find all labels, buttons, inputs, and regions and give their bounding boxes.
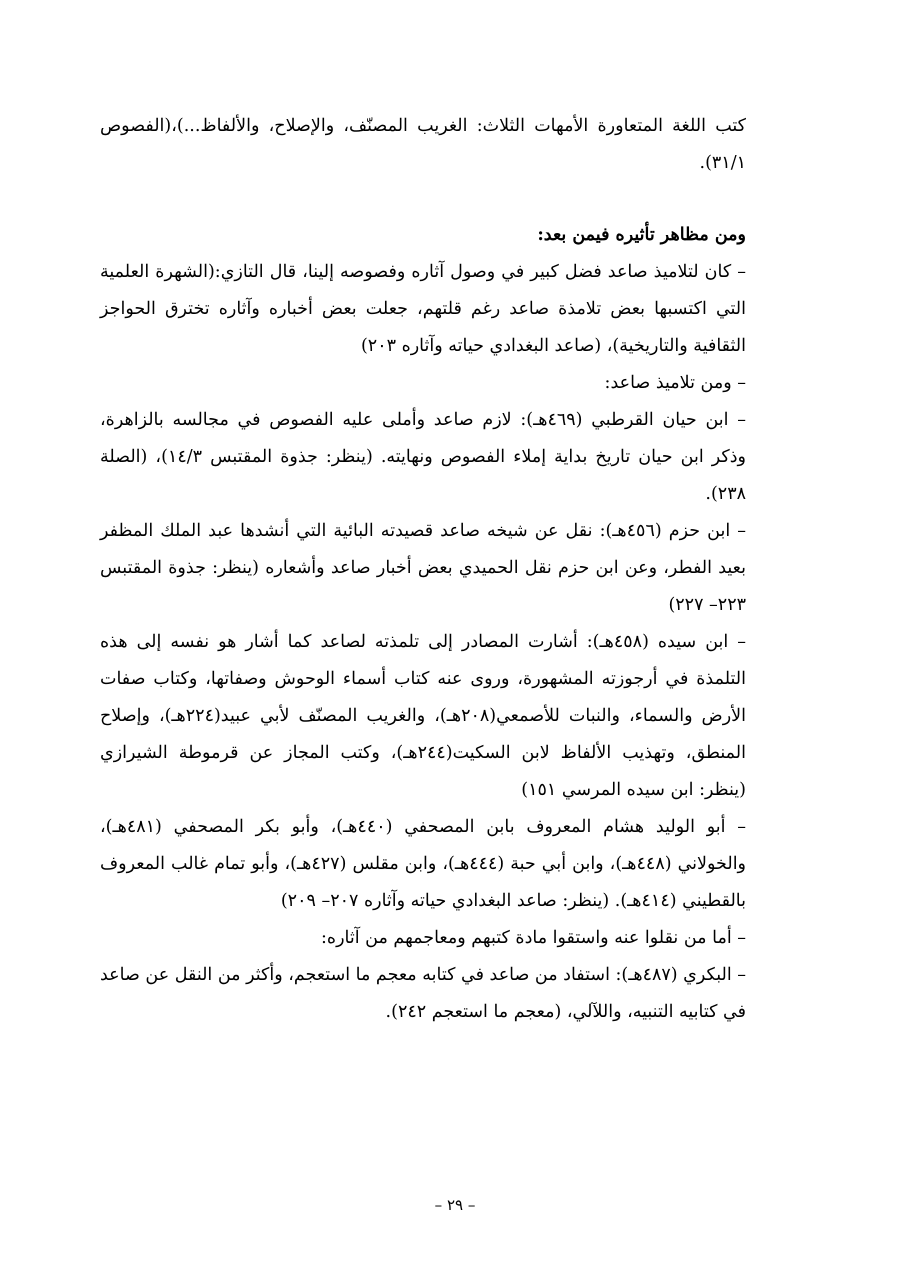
page-number: – ٢٩ – bbox=[434, 1196, 476, 1214]
paragraph-al-bakri: – البكري (٤٨٧هـ): استفاد من صاعد في كتابه معجم ما استعجم، وأكثر من النقل عن صاعد في كتابيه التنبيه، واللآلي، (معجم ما استعجم ٢٤٢). bbox=[100, 965, 746, 1022]
paragraph-students-intro: – ومن تلاميذ صاعد: bbox=[604, 373, 746, 393]
paragraph-transmitters-intro: – أما من نقلوا عنه واستقوا مادة كتبهم ومعاجمهم من آثاره: bbox=[321, 928, 746, 948]
paragraph-ibn-sidah: – ابن سيده (٤٥٨هـ): أشارت المصادر إلى تلمذته لصاعد كما أشار هو نفسه إلى هذه التلمذة في أرجوزته المشهورة، وروى عنه كتاب أسماء الوحوش وصفاتها، وكتاب صفات الأرض والسماء، والنبات للأصمعي(٢٠٨هـ)، والغريب المصنّف لأبي عبيد(٢٢٤هـ)، وإصلاح المنطق، وتهذيب الألفاظ لابن السكيت(٢٤٤هـ)، وكتب المجاز عن قرموطة الشيرازي (ينظر: ابن سيده المرسي ١٥١) bbox=[100, 632, 747, 800]
section-heading: ومن مظاهر تأثيره فيمن بعد: bbox=[537, 225, 746, 245]
paragraph-ibn-hayyan: – ابن حيان القرطبي (٤٦٩هـ): لازم صاعد وأملى عليه الفصوص في مجالسه بالزاهرة، وذكر ابن حيان تاريخ بداية إملاء الفصوص ونهايته. (ينظر: جذوة المقتبس ١٤/٣)، (الصلة ٢٣٨). bbox=[100, 410, 746, 504]
paragraph-other-students: – أبو الوليد هشام المعروف بابن المصحفي (٤٤٠هـ)، وأبو بكر المصحفي (٤٨١هـ)، والخولاني (٤٤٨هـ)، وابن أبي حبة (٤٤٤هـ)، وابن مقلس (٤٢٧هـ)، وأبو تمام غالب المعروف بالقطيني (٤١٤هـ). (ينظر: صاعد البغدادي حياته وآثاره ٢٠٧– ٢٠٩) bbox=[100, 817, 747, 911]
intro-paragraph: كتب اللغة المتعاورة الأمهات الثلاث: الغريب المصنّف، والإصلاح، والألفاظ...)،(الفصوص ٣١/١). bbox=[100, 116, 746, 173]
paragraph-students-influence: – كان لتلاميذ صاعد فضل كبير في وصول آثاره وفصوصه إلينا، قال التازي:(الشهرة العلمية التي اكتسبها بعض تلامذة صاعد رغم قلتهم، جعلت بعض أخباره وآثاره تخترق الحواجز الثقافية والتاريخية)، (صاعد البغدادي حياته وآثاره ٢٠٣) bbox=[100, 262, 746, 356]
page-body bbox=[100, 108, 746, 1031]
section-spacer bbox=[100, 182, 746, 217]
paragraph-ibn-hazm: – ابن حزم (٤٥٦هـ): نقل عن شيخه صاعد قصيدته البائية التي أنشدها عبد الملك المظفر بعيد الفطر، وعن ابن حزم نقل الحميدي بعض أخبار صاعد وأشعاره (ينظر: جذوة المقتبس ٢٢٣– ٢٢٧) bbox=[100, 521, 746, 615]
